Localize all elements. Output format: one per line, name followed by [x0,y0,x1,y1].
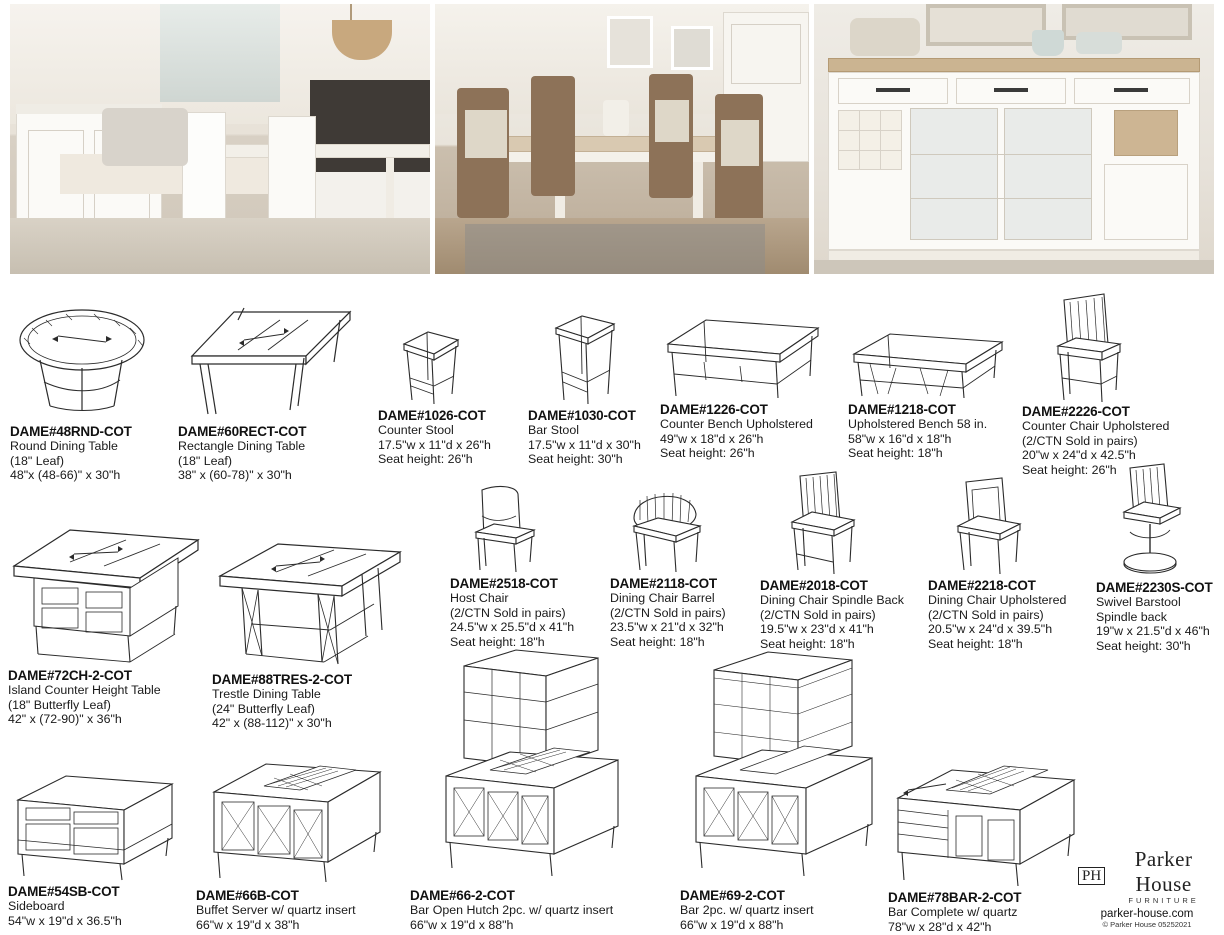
product-line: 17.5"w x 11"d x 30"h [528,437,641,452]
product-line: Counter Bench Upholstered [660,417,813,431]
illustration-bar-stool [546,306,624,406]
product-DAME2518-COT [450,482,600,649]
photo-strip [10,4,1214,274]
product-line: Round Dining Table [10,439,118,453]
product-line: 48"x (48-66)" x 30"h [10,468,121,483]
product-DAME1030-COT [528,306,668,467]
product-sku: DAME#78BAR-2-COT [888,890,1022,905]
product-sku: DAME#2226-COT [1022,404,1130,419]
product-line: Seat height: 26"h [1022,462,1117,477]
product-line: Trestle Dining Table [212,687,321,701]
product-line: (18" Leaf) [10,453,64,468]
product-line: Seat height: 18"h [610,634,705,649]
product-sku: DAME#1218-COT [848,402,956,417]
illustration-dining-chair-barrel [620,478,710,574]
product-DAME48RND-COT [10,298,170,483]
product-line: Rectangle Dining Table [178,439,306,453]
product-line: Swivel Barstool [1096,595,1181,609]
product-line: Bar Open Hutch 2pc. w/ quartz insert [410,903,614,917]
product-line: (2/CTN Sold in pairs) [928,607,1044,622]
copyright-notice: © Parker House 05252021 [1102,920,1192,929]
product-line: 78"w x 28"d x 42"h [888,919,992,934]
illustration-bar-two-piece [684,648,880,886]
product-DAME1026-COT [378,320,518,467]
illustration-rectangle-dining-table [178,298,358,422]
product-line: Counter Stool [378,423,454,437]
product-photo-sideboard [814,4,1214,274]
brand-monogram: PH [1078,867,1105,885]
product-sku: DAME#2218-COT [928,578,1036,593]
product-line: Island Counter Height Table [8,683,161,697]
product-line: 42" x (72-90)" x 36"h [8,712,122,727]
product-line: Seat height: 18"h [848,446,943,461]
product-line: Dining Chair Barrel [610,591,715,605]
illustration-round-dining-table [10,298,170,418]
product-line: (2/CTN Sold in pairs) [1022,433,1138,448]
illustration-dining-chair-spindle-back [776,470,862,576]
product-DAME88TRES-2-COT [212,530,412,731]
illustration-island-counter-height-table [8,518,204,666]
product-DAME69-2-COT [680,648,890,932]
product-line: (18" Butterfly Leaf) [8,697,111,712]
product-DAME2218-COT [928,474,1088,651]
product-sku: DAME#1030-COT [528,408,636,423]
illustration-upholstered-bench [848,312,1008,402]
product-line: Seat height: 18"h [928,636,1023,651]
illustration-sideboard [10,770,178,882]
product-line: Upholstered Bench 58 in. [848,417,988,431]
product-line: Sideboard [8,899,65,913]
product-DAME66B-COT [196,756,396,932]
product-line: (2/CTN Sold in pairs) [450,605,566,620]
brand-subtitle: FURNITURE [1128,896,1199,905]
product-line: Seat height: 30"h [1096,638,1191,653]
product-sku: DAME#66B-COT [196,888,299,903]
product-line: (2/CTN Sold in pairs) [610,605,726,620]
product-DAME2118-COT [610,478,760,649]
brand-website[interactable]: parker-house.com [1100,908,1194,920]
brand-name: Parker House [1134,847,1193,896]
product-sku: DAME#1026-COT [378,408,486,423]
product-line: 58"w x 16"d x 18"h [848,431,952,446]
illustration-swivel-barstool [1108,462,1192,578]
product-line: (24" Butterfly Leaf) [212,701,315,716]
product-sku: DAME#48RND-COT [10,424,132,439]
product-line: 38" x (60-78)" x 30"h [178,468,292,483]
product-sku: DAME#69-2-COT [680,888,785,903]
illustration-counter-stool [394,320,468,406]
product-line: Seat height: 30"h [528,452,623,467]
product-line: (2/CTN Sold in pairs) [760,607,876,622]
product-line: Dining Chair Spindle Back [760,593,904,607]
illustration-buffet-server [204,756,386,886]
product-sku: DAME#2230S-COT [1096,580,1213,595]
illustration-dining-chair-upholstered [942,474,1028,576]
illustration-host-chair [458,482,544,574]
product-line: Seat height: 26"h [660,446,755,461]
product-line: Host Chair [450,591,509,605]
illustration-trestle-dining-table [212,530,404,670]
product-DAME72CH-2-COT [8,518,208,727]
product-line: 20.5"w x 24"d x 39.5"h [928,622,1053,637]
brand-logo [1078,847,1216,929]
product-line: 20"w x 24"d x 42.5"h [1022,448,1136,463]
product-line: 42" x (88-112)" x 30"h [212,716,332,731]
product-sku: DAME#2018-COT [760,578,868,593]
product-sku: DAME#2118-COT [610,576,717,591]
illustration-counter-chair-upholstered [1042,290,1128,404]
product-DAME66-2-COT [410,648,670,932]
product-DAME2230S-COT [1096,462,1224,653]
product-sku: DAME#88TRES-2-COT [212,672,352,687]
product-DAME1226-COT [660,300,840,461]
product-DAME54SB-COT [8,770,188,928]
product-line: Buffet Server w/ quartz insert [196,903,356,917]
product-line: (18" Leaf) [178,453,232,468]
product-line: Bar Stool [528,423,579,437]
product-DAME2226-COT [1022,290,1222,477]
product-sku: DAME#66-2-COT [410,888,515,903]
product-sku: DAME#60RECT-COT [178,424,307,439]
product-line: Bar 2pc. w/ quartz insert [680,903,814,917]
product-line: Seat height: 18"h [760,636,855,651]
product-line: Dining Chair Upholstered [928,593,1067,607]
product-line: 66"w x 19"d x 88"h [680,917,784,932]
product-line: 54"w x 19"d x 36.5"h [8,913,122,928]
product-sku: DAME#1226-COT [660,402,768,417]
product-line: Seat height: 18"h [450,634,545,649]
product-sku: DAME#2518-COT [450,576,558,591]
illustration-counter-bench [660,300,825,400]
product-line: 17.5"w x 11"d x 26"h [378,437,491,452]
brand-mark [1078,847,1216,905]
product-line: Seat height: 26"h [378,452,473,467]
product-DAME1218-COT [848,300,1018,461]
product-line: 19.5"w x 23"d x 41"h [760,622,874,637]
illustration-bar-open-hutch [432,648,628,886]
room-photo-counter-height-table [435,4,809,274]
product-DAME60RECT-COT [178,298,358,483]
product-line: Counter Chair Upholstered [1022,419,1170,433]
product-sku: DAME#54SB-COT [8,884,120,899]
product-line: Spindle back [1096,609,1167,624]
product-line: 66"w x 19"d x 38"h [196,917,300,932]
room-photo-dining-with-sideboard [10,4,430,274]
illustration-bar-complete [888,748,1084,888]
product-line: 66"w x 19"d x 88"h [410,917,514,932]
product-line: 23.5"w x 21"d x 32"h [610,620,724,635]
product-line: 49"w x 18"d x 26"h [660,431,764,446]
product-line: 24.5"w x 25.5"d x 41"h [450,620,575,635]
product-line: 19"w x 21.5"d x 46"h [1096,624,1210,639]
product-DAME2018-COT [760,470,920,651]
product-line: Bar Complete w/ quartz [888,905,1018,919]
product-sku: DAME#72CH-2-COT [8,668,132,683]
product-DAME78BAR-2-COT [888,748,1088,934]
